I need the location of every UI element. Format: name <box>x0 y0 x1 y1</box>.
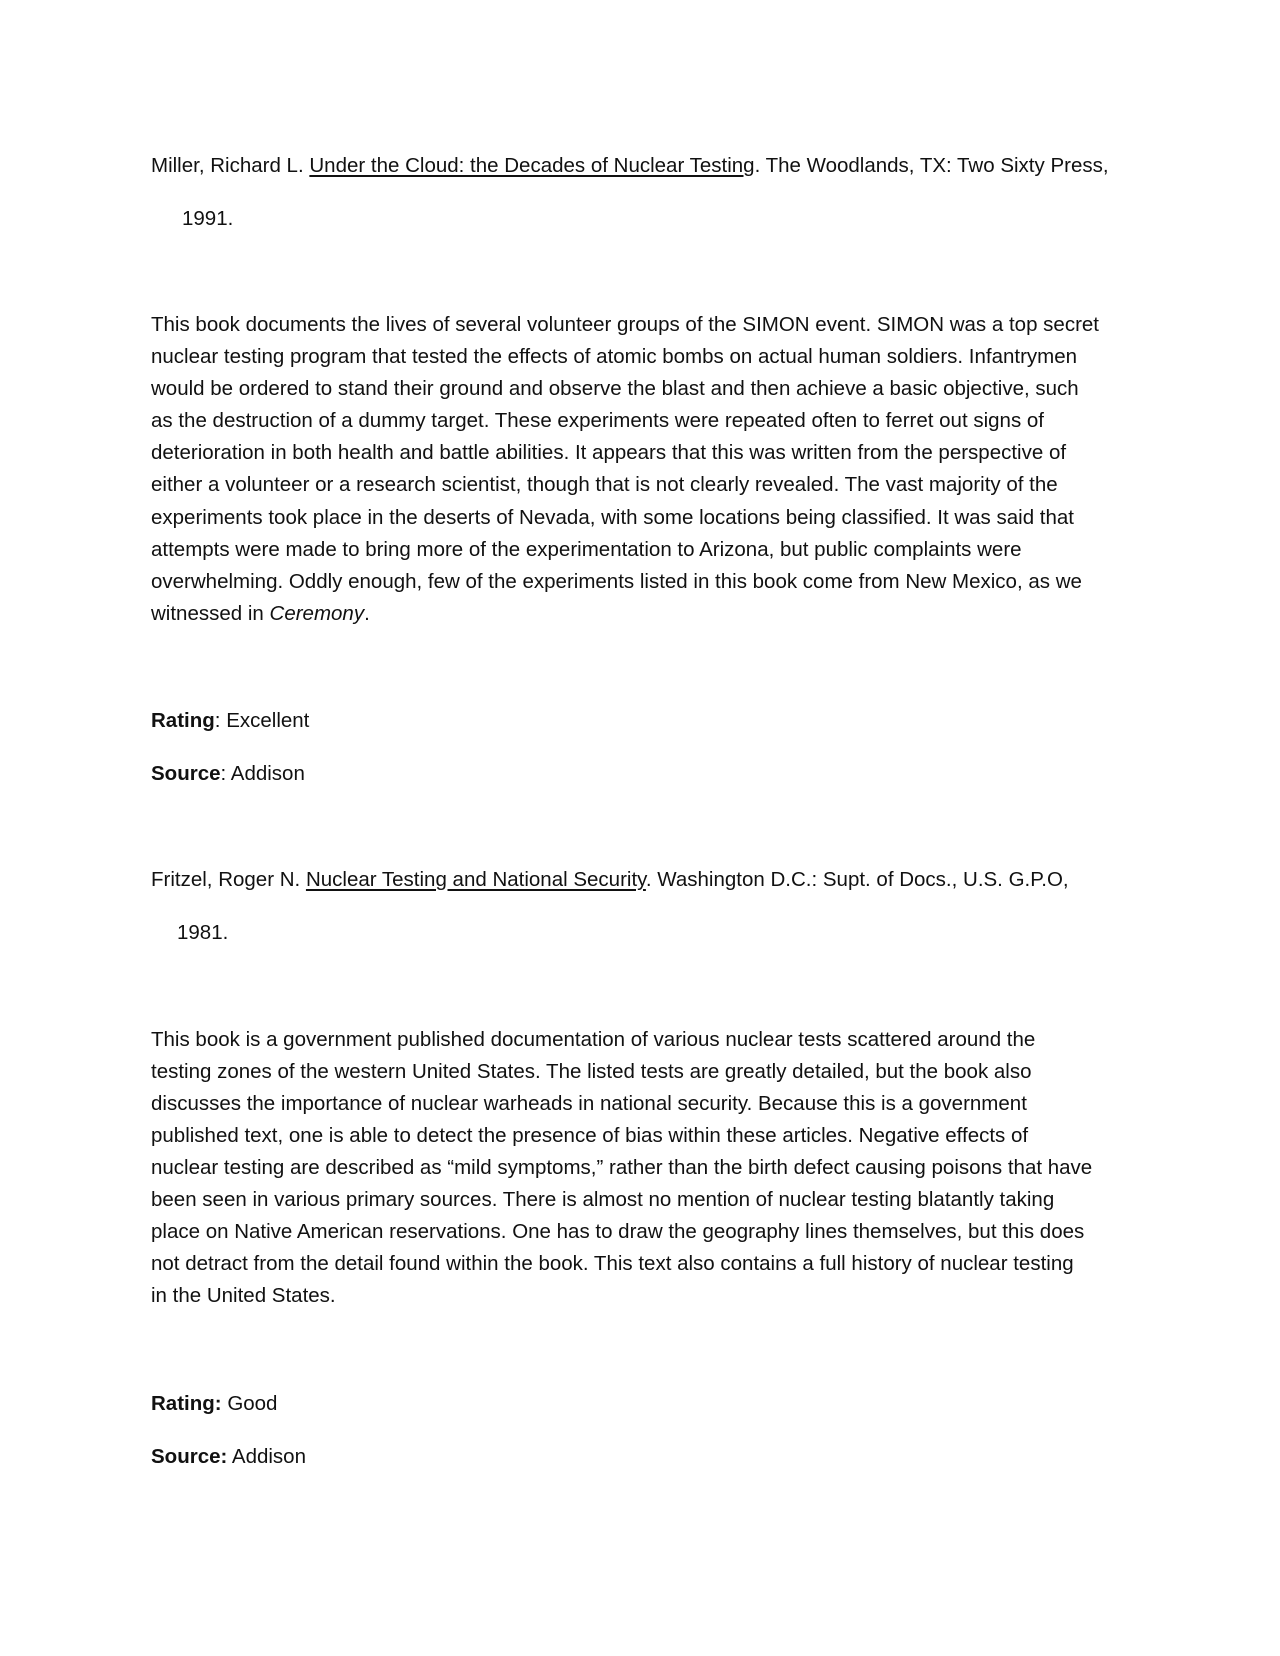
annotation-line: deterioration in both health and battle abilities. It appears that this was written from the perspective of <box>151 441 1067 464</box>
annotation-line <box>151 600 370 628</box>
annotation-line: in the United States. <box>151 1284 336 1307</box>
citation-year: 1991. <box>182 207 234 230</box>
rating-line <box>151 1390 277 1418</box>
source-label: Source <box>151 762 221 785</box>
source-value: Addison <box>231 1445 306 1468</box>
citation-title: Nuclear Testing and National Security <box>305 868 646 891</box>
annotation-line: not detract from the detail found within the book. This text also contains a full history of nuclear testing <box>151 1252 1074 1275</box>
annotation-line: either a volunteer or a research scientist, though that is not clearly revealed. The vast majority of the <box>151 473 1058 496</box>
citation-line <box>151 866 1069 894</box>
source-value: Addison <box>230 762 305 785</box>
annotation-line: published text, one is able to detect the presence of bias within these articles. Negative effects of <box>151 1124 1029 1147</box>
ceremony-title: Ceremony <box>269 602 365 625</box>
annotation-line: This book documents the lives of several volunteer groups of the SIMON event. SIMON was a top secret <box>151 313 1099 336</box>
rating-line <box>151 707 309 735</box>
citation-publisher: . Washington D.C.: Supt. of Docs., U.S. G.P.O, <box>645 868 1069 891</box>
citation-title: Under the Cloud: the Decades of Nuclear Testing <box>309 154 755 177</box>
source-line <box>151 1443 306 1471</box>
annotation-line: been seen in various primary sources. There is almost no mention of nuclear testing blatantly taking <box>151 1188 1055 1211</box>
annotation-line: discusses the importance of nuclear warheads in national security. Because this is a government <box>151 1092 1027 1115</box>
citation-line <box>151 152 1109 180</box>
citation-author: Miller, Richard L. <box>151 154 304 177</box>
source-separator: : <box>220 762 231 785</box>
annotation-line: overwhelming. Oddly enough, few of the experiments listed in this book come from New Mexico, as we <box>151 570 1082 593</box>
annotation-line: as the destruction of a dummy target. These experiments were repeated often to ferret out signs of <box>151 409 1044 432</box>
citation-year: 1981. <box>177 921 229 944</box>
annotation-line: place on Native American reservations. One has to draw the geography lines themselves, but this does <box>151 1220 1085 1243</box>
annotation-line: nuclear testing are described as “mild symptoms,” rather than the birth defect causing poisons that have <box>151 1156 1093 1179</box>
annotation-line: This book is a government published documentation of various nuclear tests scattered around the <box>151 1028 1036 1051</box>
citation-publisher: . The Woodlands, TX: Two Sixty Press, <box>754 154 1109 177</box>
annotation-line: attempts were made to bring more of the experimentation to Arizona, but public complaints were <box>151 538 1022 561</box>
citation-author: Fritzel, Roger N. <box>151 868 301 891</box>
annotation-text: . <box>364 602 370 625</box>
annotation-text: witnessed in <box>151 602 270 625</box>
rating-value: Excellent <box>226 709 310 732</box>
annotation-line: would be ordered to stand their ground and observe the blast and then achieve a basic objective, such <box>151 377 1079 400</box>
rating-label: Rating <box>151 709 215 732</box>
annotation-line: nuclear testing program that tested the effects of atomic bombs on actual human soldiers. Infantrymen <box>151 345 1078 368</box>
annotation-line: experiments took place in the deserts of Nevada, with some locations being classified. It was said that <box>151 506 1074 529</box>
annotation-line: testing zones of the western United States. The listed tests are greatly detailed, but the book also <box>151 1060 1032 1083</box>
source-line <box>151 760 305 788</box>
source-label: Source: <box>151 1445 228 1468</box>
rating-separator: : <box>214 709 227 732</box>
rating-label: Rating: <box>151 1392 222 1415</box>
rating-value: Good <box>227 1392 278 1415</box>
